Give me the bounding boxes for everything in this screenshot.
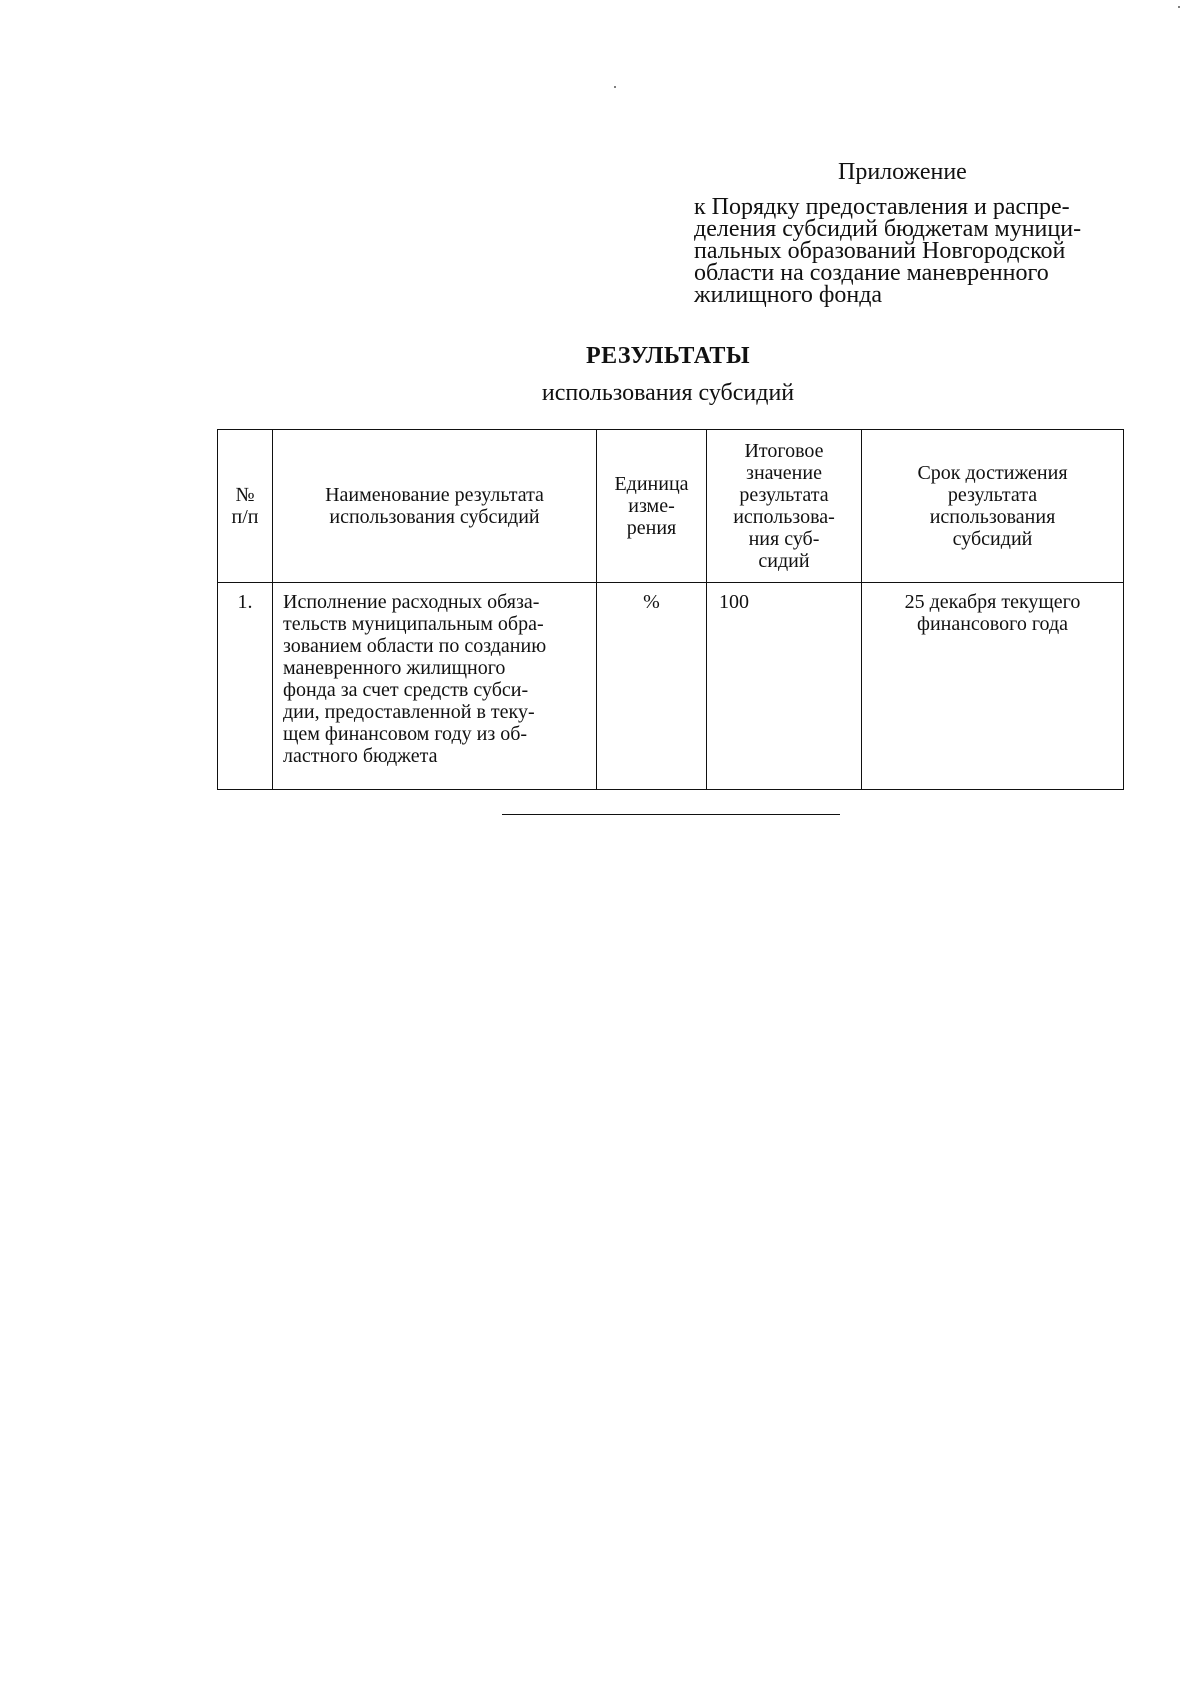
header-line: изме- bbox=[628, 495, 675, 517]
document-title: РЕЗУЛЬТАТЫ bbox=[585, 343, 751, 369]
header-line: результата bbox=[739, 484, 829, 506]
header-line: п/п bbox=[231, 506, 259, 528]
appendix-line: жилищного фонда bbox=[694, 282, 883, 308]
appendix-line: к Порядку предоставления и распре- bbox=[694, 194, 1070, 220]
cell-line: зованием области по созданию bbox=[283, 635, 547, 657]
cell-line: тельств муниципальным обра- bbox=[283, 613, 544, 635]
row-unit: % bbox=[597, 583, 707, 790]
table-header-row bbox=[218, 430, 1124, 583]
appendix-reference bbox=[694, 196, 1134, 306]
row-result-name bbox=[273, 583, 597, 790]
header-line: значение bbox=[746, 462, 822, 484]
cell-line: щем финансовом году из об- bbox=[283, 723, 528, 745]
header-line: Срок достижения bbox=[917, 462, 1068, 484]
header-line: рения bbox=[626, 517, 677, 539]
end-of-document-rule bbox=[502, 814, 840, 815]
scan-speck bbox=[1178, 6, 1180, 8]
appendix-line: деления субсидий бюджетам муници- bbox=[694, 216, 1082, 242]
document-subtitle: использования субсидий bbox=[541, 380, 795, 406]
cell-line: фонда за счет средств субси- bbox=[283, 679, 529, 701]
header-line: Наименование результата bbox=[325, 484, 544, 506]
header-line: результата bbox=[947, 484, 1038, 506]
header-deadline bbox=[862, 430, 1124, 583]
header-line: сидий bbox=[758, 550, 810, 572]
header-result-name bbox=[273, 430, 597, 583]
header-number bbox=[218, 430, 273, 583]
header-line: Единица bbox=[614, 473, 689, 495]
cell-line: 25 декабря текущего bbox=[904, 591, 1081, 613]
header-final-value bbox=[707, 430, 862, 583]
header-line: использования субсидий bbox=[329, 506, 540, 528]
results-table bbox=[217, 429, 1124, 790]
cell-line: дии, предоставленной в теку- bbox=[283, 701, 535, 723]
header-line: Итоговое bbox=[744, 440, 824, 462]
cell-line: финансового года bbox=[916, 613, 1068, 635]
appendix-title: Приложение bbox=[838, 159, 967, 185]
cell-line: Исполнение расходных обяза- bbox=[283, 591, 540, 613]
header-line: субсидий bbox=[952, 528, 1033, 550]
row-number: 1. bbox=[218, 583, 273, 790]
row-final-value: 100 bbox=[707, 583, 862, 790]
appendix-line: пальных образований Новгородской bbox=[694, 238, 1066, 264]
header-line: использования bbox=[929, 506, 1056, 528]
table-row bbox=[218, 583, 1124, 790]
cell-line: ластного бюджета bbox=[283, 745, 438, 767]
header-unit bbox=[597, 430, 707, 583]
row-deadline bbox=[862, 583, 1124, 790]
header-line: использова- bbox=[733, 506, 835, 528]
scan-speck bbox=[614, 86, 616, 88]
header-line: ния суб- bbox=[748, 528, 820, 550]
appendix-line: области на создание маневренного bbox=[694, 260, 1049, 286]
header-line: № bbox=[235, 484, 255, 506]
cell-line: маневренного жилищного bbox=[283, 657, 506, 679]
